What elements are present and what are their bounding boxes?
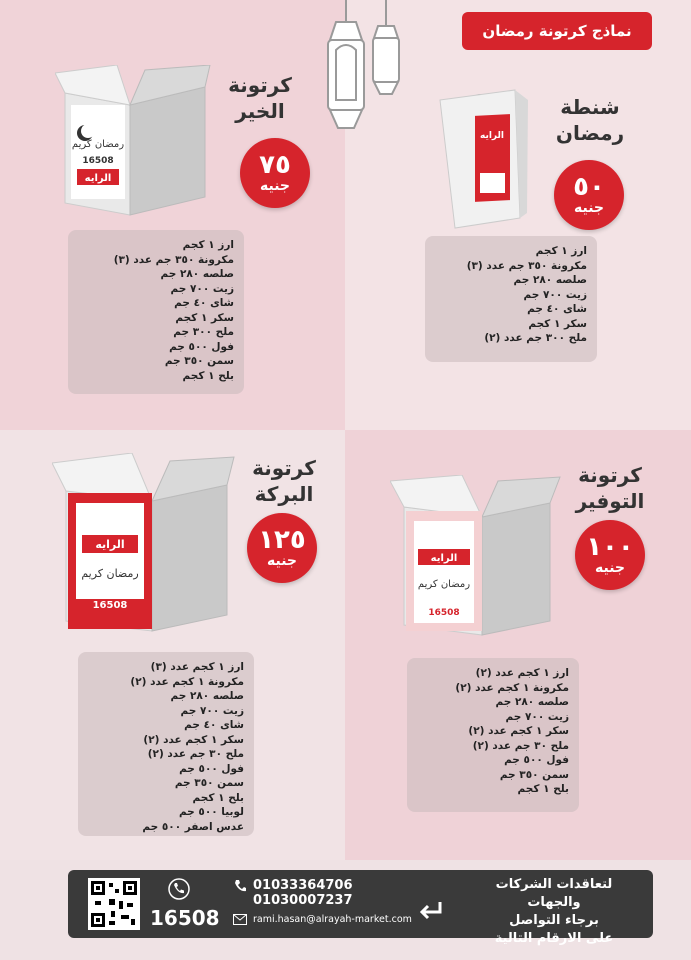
brand-label: الرايه xyxy=(95,538,125,551)
ramadan-bag-title: شنطة رمضان xyxy=(555,95,625,145)
phone-number-1[interactable]: 01033364706 xyxy=(253,878,353,893)
list-item: سكر ١ كجم xyxy=(528,317,587,330)
list-item: ارز ١ كجم xyxy=(535,245,587,257)
list-item: سكر ١ كجم xyxy=(175,311,234,324)
list-item: فول ٥٠٠ جم xyxy=(504,754,569,766)
phone-number-2[interactable]: 01030007237 xyxy=(253,893,353,908)
list-item: ملح ٣٠٠ جم عدد (٢) xyxy=(484,332,587,344)
list-item: بلح ١ كجم xyxy=(182,369,234,382)
corporate-contact-text: لتعاقدات الشركات والجهات برجاء التواصل على الارقام التالية xyxy=(494,877,614,946)
list-item: صلصه ٢٨٠ جم xyxy=(160,268,234,280)
svg-text:رمضان كريم: رمضان كريم xyxy=(71,139,125,150)
hotline-phone-icon xyxy=(168,878,190,900)
khair-title: كرتونة الخير xyxy=(228,73,292,123)
tawfeer-items-list xyxy=(407,658,579,812)
list-item: زيت ٧٠٠ جم xyxy=(170,282,234,295)
list-item: ارز ١ كجم عدد (٢) xyxy=(475,667,569,679)
svg-text:رمضان كريم: رمضان كريم xyxy=(81,567,139,580)
list-item: شاى ٤٠ جم xyxy=(184,719,244,731)
lantern-decoration xyxy=(318,0,408,135)
tawfeer-title: كرتونة التوفير xyxy=(575,463,645,513)
phone-icon xyxy=(233,879,247,893)
email-address[interactable]: rami.hasan@alrayah-market.com xyxy=(253,914,412,925)
brand-label: الرايه xyxy=(480,131,504,141)
ramadan-bag-items-list xyxy=(425,236,597,362)
list-item: زيت ٧٠٠ جم xyxy=(523,288,587,301)
ramadan-bag-image xyxy=(435,88,530,233)
list-item: صلصه ٢٨٠ جم xyxy=(513,274,587,286)
phone-numbers[interactable] xyxy=(253,878,353,908)
email-icon xyxy=(233,914,247,925)
list-item: فول ٥٠٠ جم xyxy=(169,340,234,353)
baraka-title: كرتونة البركة xyxy=(252,456,316,506)
brand-label: الرايه xyxy=(84,173,112,184)
list-item: فول ٥٠٠ جم xyxy=(179,762,244,775)
list-item: ارز ١ كجم عدد (٣) xyxy=(150,661,244,673)
list-item: شاى ٤٠ جم xyxy=(527,303,587,315)
list-item: مكرونة ١ كجم عدد (٢) xyxy=(455,681,569,694)
list-item: زيت ٧٠٠ جم xyxy=(180,704,244,717)
list-item: سمن ٣٥٠ جم xyxy=(174,777,244,789)
list-item: زيت ٧٠٠ جم xyxy=(505,710,569,723)
hotline-label: 16508 xyxy=(428,608,460,618)
list-item: مكرونة ٣٥٠ جم عدد (٣) xyxy=(466,259,587,272)
list-item: سكر ١ كجم عدد (٢) xyxy=(143,733,244,746)
list-item: ارز ١ كجم xyxy=(182,239,234,251)
list-item: بلح ١ كجم xyxy=(517,783,569,795)
hotline-label: 16508 xyxy=(82,156,114,166)
tawfeer-price-badge: ١٠٠ جنيه xyxy=(575,520,645,590)
ramadan-bag-price-badge: ٥٠ جنيه xyxy=(554,160,624,230)
arrow-left-icon xyxy=(418,900,442,920)
list-item: سكر ١ كجم عدد (٢) xyxy=(468,725,569,737)
list-item: ملح ٣٠٠ جم xyxy=(173,326,234,338)
baraka-items-list xyxy=(78,652,254,836)
list-item: بلح ١ كجم xyxy=(192,791,244,804)
list-item: لوبيا ٥٠٠ جم xyxy=(178,806,244,818)
contact-footer xyxy=(68,870,653,946)
list-item: مكرونة ١ كجم عدد (٢) xyxy=(130,675,244,688)
brand-label: الرايه xyxy=(430,553,458,564)
list-item: عدس اصفر ٥٠٠ جم xyxy=(142,820,244,833)
list-item: سمن ٣٥٠ جم xyxy=(164,355,234,367)
list-item: شاى ٤٠ جم xyxy=(174,297,234,309)
khair-carton-image xyxy=(55,65,215,225)
list-item: صلصه ٢٨٠ جم xyxy=(495,696,569,708)
list-item: سمن ٣٥٠ جم xyxy=(499,768,569,781)
khair-items-list xyxy=(68,230,244,394)
qr-code[interactable] xyxy=(88,878,140,930)
list-item: صلصه ٢٨٠ جم xyxy=(170,690,244,702)
list-item: ملح ٣٠ جم عدد (٢) xyxy=(472,739,569,752)
khair-price-badge: ٧٥ جنيه xyxy=(240,138,310,208)
tawfeer-carton-image xyxy=(390,475,565,645)
baraka-carton-image xyxy=(52,453,237,638)
hotline-label: 16508 xyxy=(92,600,128,611)
page-title-banner: نماذج كرتونة رمضان xyxy=(462,12,652,50)
baraka-price-badge: ١٢٥ جنيه xyxy=(247,513,317,583)
list-item: ملح ٣٠ جم عدد (٢) xyxy=(147,748,244,760)
qr-code-icon xyxy=(91,881,137,927)
list-item: مكرونة ٣٥٠ جم عدد (٣) xyxy=(113,253,234,266)
hotline-number[interactable]: 16508 xyxy=(150,906,220,930)
svg-text:رمضان كريم: رمضان كريم xyxy=(417,579,471,590)
